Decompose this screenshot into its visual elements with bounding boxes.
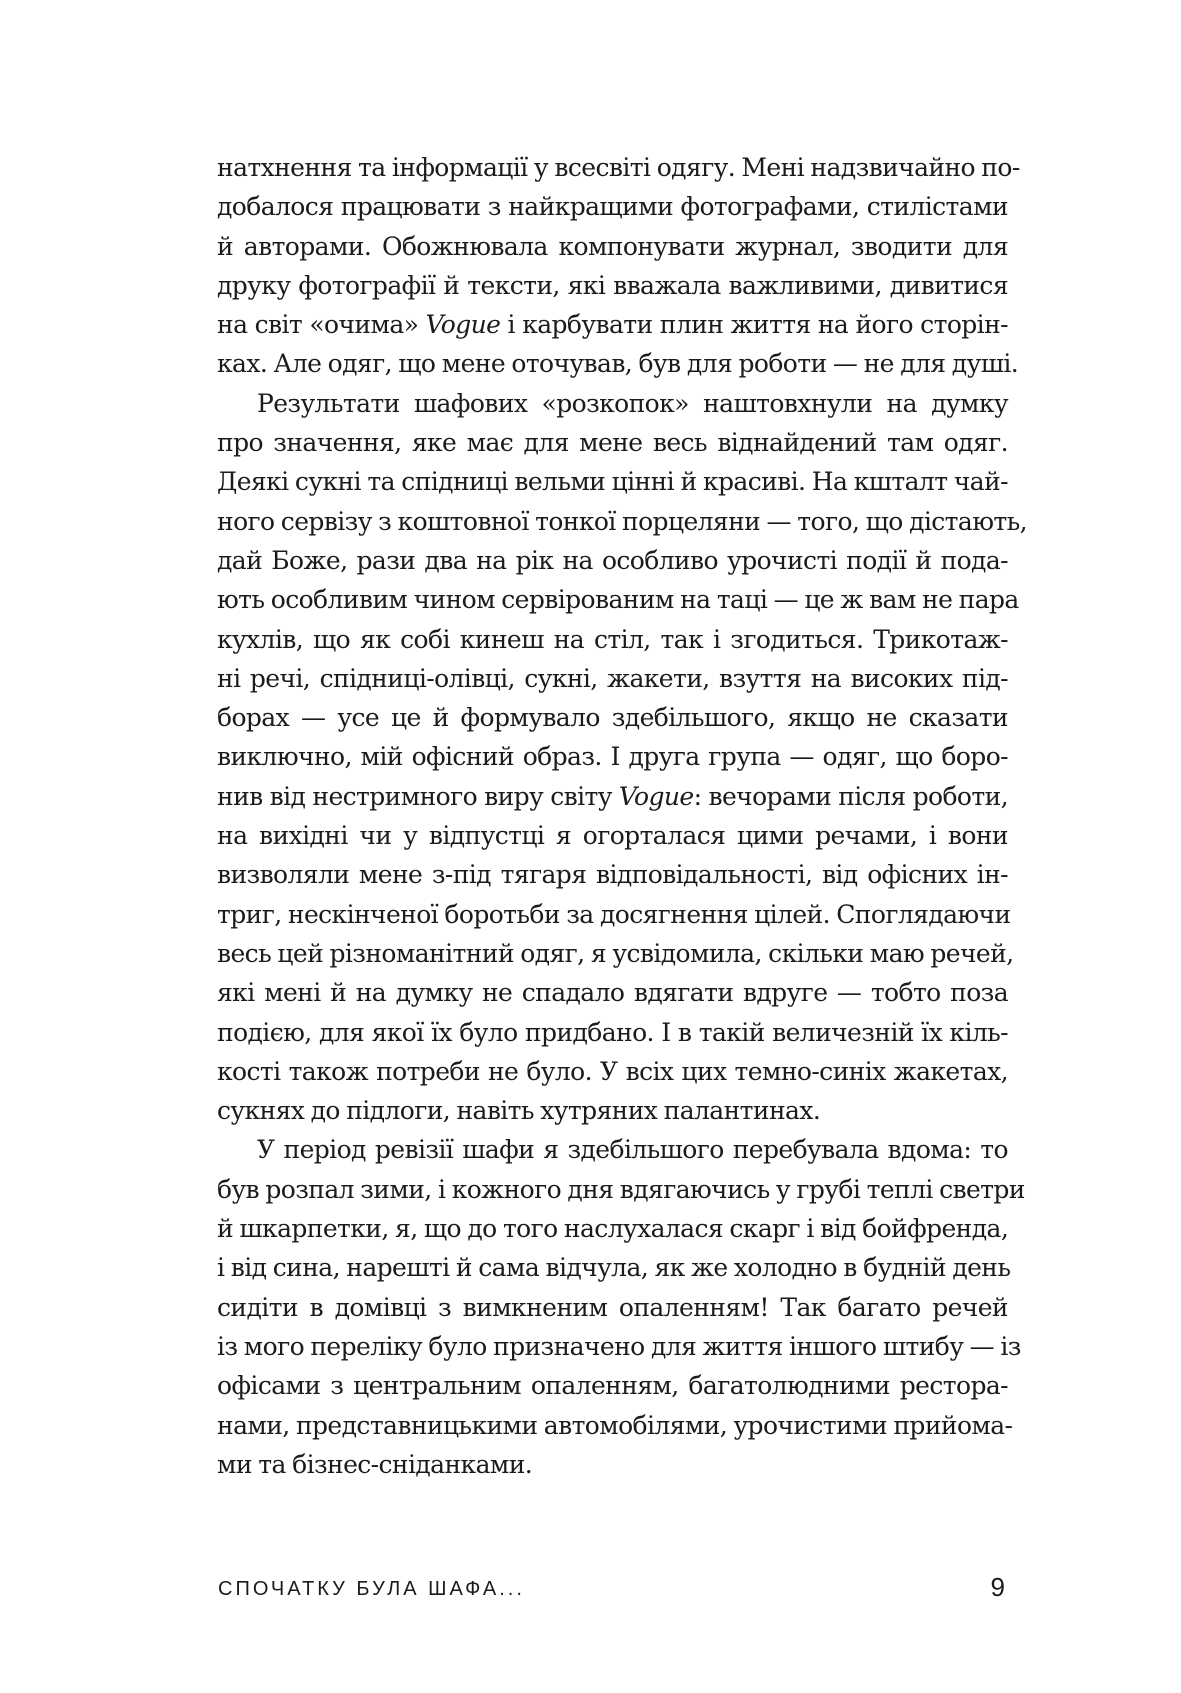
text-line: друку фотографії й тексти, які вважала важливими, дивитися	[217, 270, 1008, 300]
running-footer: СПОЧАТКУ БУЛА ШАФА...	[218, 1578, 525, 1600]
text-line: й шкарпетки, я, що до того наслухалася скарг і від бойфренда,	[217, 1214, 1009, 1244]
paragraph	[217, 1130, 1025, 1484]
text-line: сукнях до підлоги, навіть хутряних палантинах.	[217, 1096, 821, 1126]
text-line: натхнення та інформації у всесвіті одягу. Мені надзвичайно по-	[217, 153, 1020, 182]
text-line: і від сина, нарешті й сама відчула, як же холодно в будній день	[217, 1253, 1011, 1283]
text-line: триг, нескінченої боротьби за досягнення цілей. Споглядаючи	[217, 899, 1011, 929]
text-line: ного сервізу з коштовної тонкої порцеляни — того, що дістають,	[217, 506, 1027, 536]
text-line: ках. Але одяг, що мене оточував, був для роботи — не для душі.	[217, 349, 1019, 379]
text-line: й авторами. Обожнювала компонувати журнал, зводити для	[217, 231, 1008, 261]
text-line: був розпал зими, і кожного дня вдягаючись у грубі теплі светри	[217, 1174, 1025, 1204]
italic-title: Vogue	[618, 781, 694, 811]
text-line: сидіти в домівці з вимкненим опаленням! Так багато речей	[217, 1292, 1008, 1322]
text-line: Деякі сукні та спідниці вельми цінні й красиві. На кшталт чай-	[217, 467, 1008, 497]
text-line: виключно, мій офісний образ. І друга група — одяг, що боро-	[217, 742, 1008, 772]
text-line: нив від нестримного виру світу Vogue: вечорами після роботи,	[217, 781, 1008, 811]
paragraph	[217, 384, 1027, 1131]
text-line: нами, представницькими автомобілями, урочистими прийома-	[217, 1410, 1013, 1440]
text-line: весь цей різноманітний одяг, я усвідомила, скільки маю речей,	[217, 938, 1014, 968]
text-line: офісами з центральним опаленням, багатолюдними рестора-	[217, 1371, 1008, 1401]
text-line: ми та бізнес-сніданками.	[217, 1449, 533, 1479]
text-line: які мені й на думку не спадало вдягати вдруге — тобто поза	[217, 978, 1008, 1008]
text-line: на світ «очима» Vogue і карбувати плин життя на його сторін-	[217, 310, 1008, 340]
page-number: 9	[990, 1572, 1005, 1602]
paragraph	[217, 148, 1020, 384]
text-line: У період ревізії шафи я здебільшого перебувала вдома: то	[257, 1135, 1008, 1165]
text-line: борах — усе це й формувало здебільшого, якщо не сказати	[217, 703, 1008, 733]
text-line: визволяли мене з-під тягаря відповідальності, від офісних ін-	[217, 860, 1008, 890]
text-line: ють особливим чином сервірованим на таці — це ж вам не пара	[217, 585, 1019, 615]
text-line: подією, для якої їх було придбано. І в такій величезній їх кіль-	[217, 1017, 1008, 1047]
text-line: дай Боже, рази два на рік на особливо урочисті події й пода-	[217, 545, 1008, 575]
body-text	[217, 148, 1027, 1484]
italic-title: Vogue	[425, 310, 501, 340]
text-line: Результати шафових «розкопок» наштовхнули на думку	[257, 388, 1008, 418]
text-line: кості також потреби не було. У всіх цих темно-синіх жакетах,	[217, 1056, 1008, 1086]
text-line: на вихідні чи у відпустці я огорталася цими речами, і вони	[217, 821, 1008, 851]
text-line: добалося працювати з найкращими фотографами, стилістами	[217, 192, 1008, 222]
text-line: кухлів, що як собі кинеш на стіл, так і згодиться. Трикотаж-	[217, 624, 1008, 654]
text-line: ні речі, спідниці-олівці, сукні, жакети, взуття на високих під-	[217, 663, 1008, 693]
text-line: про значення, яке має для мене весь віднайдений там одяг.	[217, 428, 1008, 458]
text-line: із мого переліку було призначено для життя іншого штибу — із	[217, 1331, 1021, 1361]
